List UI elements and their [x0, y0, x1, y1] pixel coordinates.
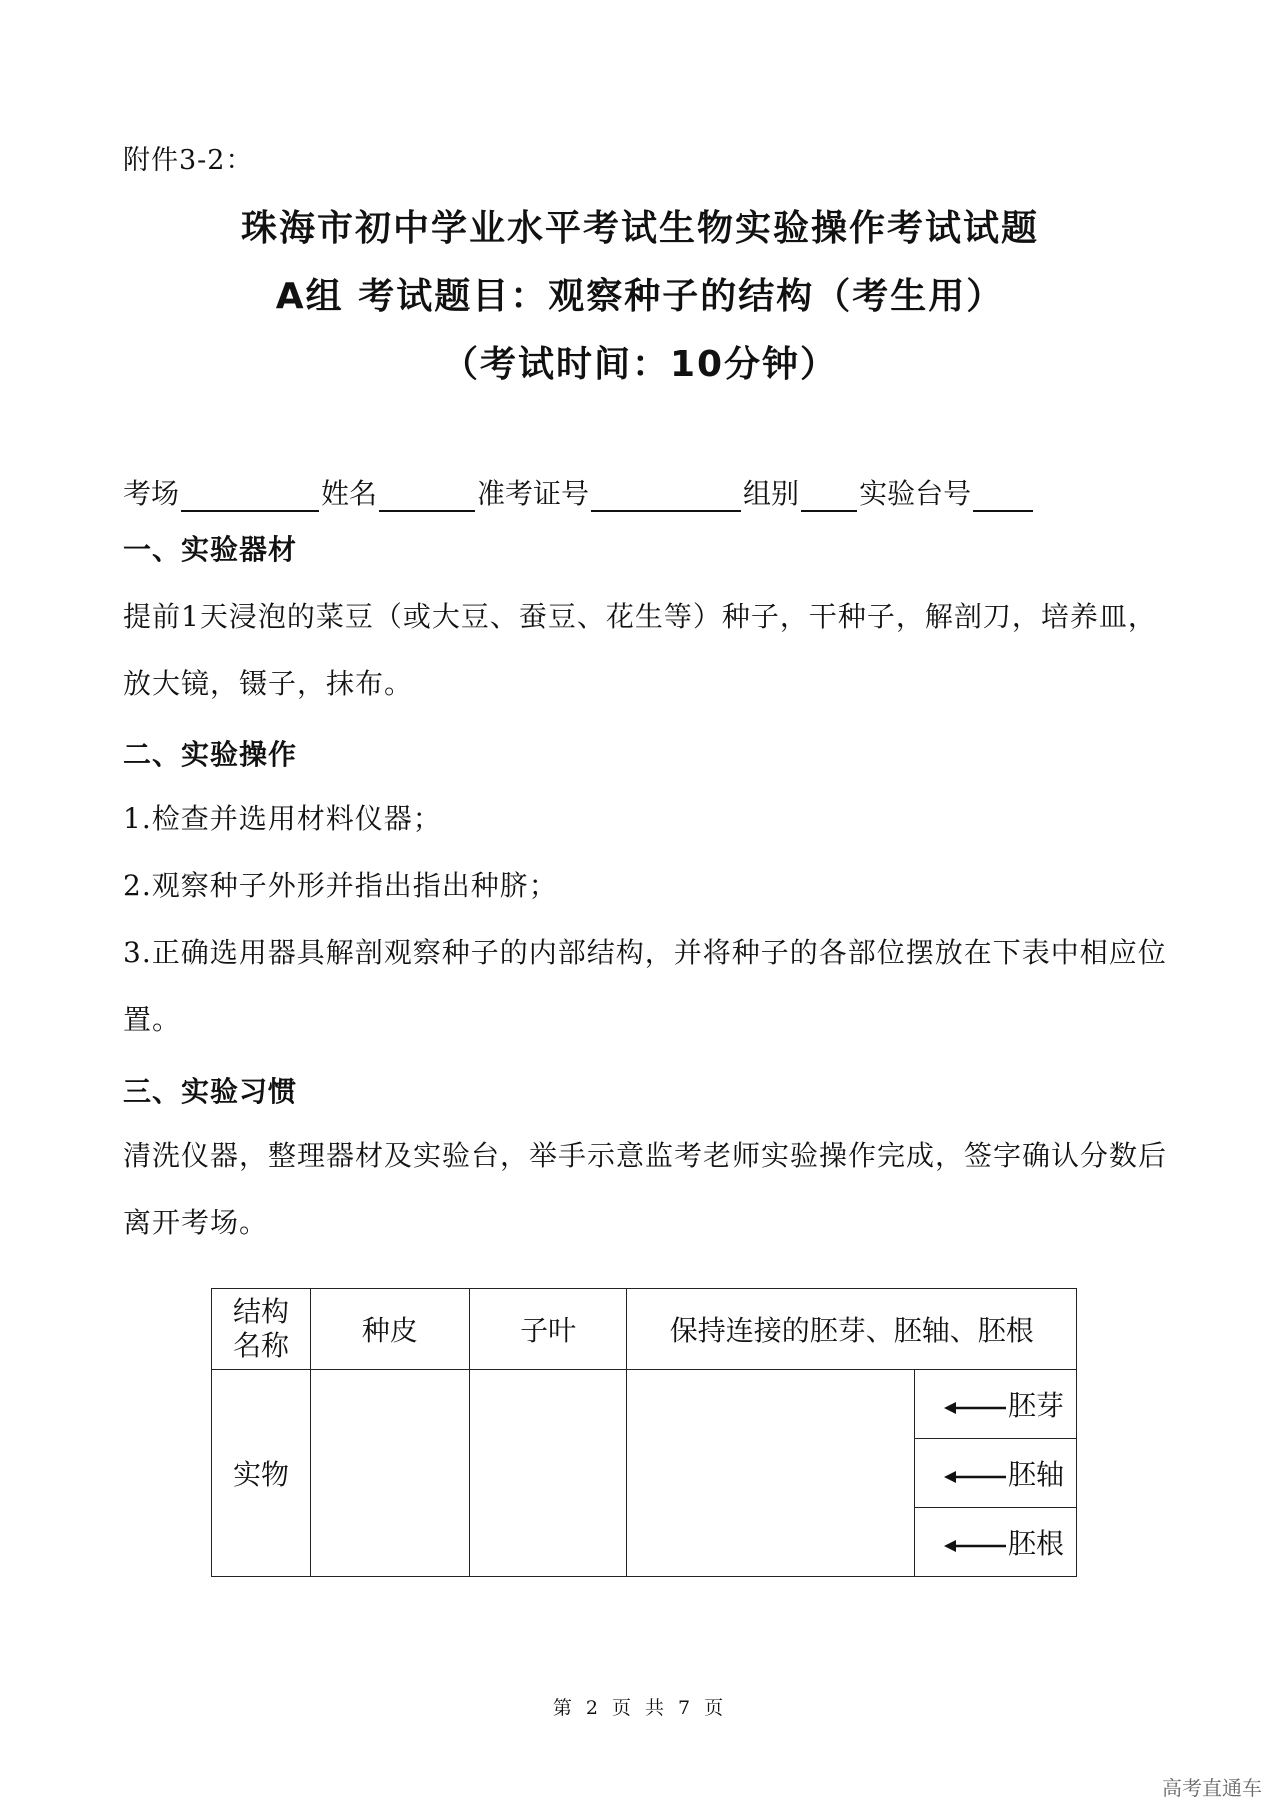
seed-structure-table — [211, 1288, 1077, 1577]
exam-duration: （考试时间：10分钟） — [441, 344, 839, 385]
header-structure-name — [212, 1289, 311, 1370]
watermark: 高考直通车 — [1162, 1776, 1262, 1800]
table-header-row — [212, 1289, 1077, 1370]
seed-coat-placement-cell[interactable] — [310, 1370, 469, 1577]
venue-label: 考场 — [123, 477, 180, 510]
table-row — [212, 1370, 1077, 1439]
embryo-placement-cell[interactable] — [627, 1370, 915, 1577]
radicle-label-cell — [915, 1508, 1077, 1577]
operation-step-2: 2.观察种子外形并指出指出种脐； — [123, 869, 558, 902]
header-embryo-parts: 保持连接的胚芽、胚轴、胚根 — [627, 1289, 1077, 1370]
plumule-label-cell — [915, 1370, 1077, 1439]
candidate-info-row — [123, 472, 1035, 512]
radicle-label: 胚根 — [1007, 1527, 1064, 1560]
cotyledon-placement-cell[interactable] — [469, 1370, 627, 1577]
left-arrow-icon — [944, 1401, 1006, 1415]
page-number: 第 2 页 共 7 页 — [552, 1697, 728, 1719]
venue-field[interactable] — [181, 480, 319, 512]
hypocotyl-label: 胚轴 — [1007, 1458, 1064, 1491]
group-field[interactable] — [801, 480, 857, 512]
plumule-label: 胚芽 — [1007, 1389, 1064, 1422]
materials-heading: 一、实验器材 — [123, 533, 298, 566]
ticket-field[interactable] — [591, 480, 741, 512]
operation-heading: 二、实验操作 — [123, 738, 298, 771]
bench-label: 实验台号 — [859, 477, 972, 510]
name-field[interactable] — [379, 480, 475, 512]
materials-text: 提前1天浸泡的菜豆（或大豆、蚕豆、花生等）种子，干种子，解剖刀，培养皿，放大镜，镊子，抹布。 — [123, 600, 1157, 700]
document-title: 珠海市初中学业水平考试生物实验操作考试试题 — [240, 208, 1039, 249]
left-arrow-icon — [944, 1470, 1006, 1484]
attachment-label: 附件3-2： — [123, 145, 254, 176]
operation-step-1: 1.检查并选用材料仪器； — [123, 802, 442, 835]
operation-step-3: 3.正确选用器具解剖观察种子的内部结构，并将种子的各部位摆放在下表中相应位置。 — [123, 936, 1167, 1036]
left-arrow-icon — [944, 1539, 1006, 1553]
header-cotyledon: 子叶 — [469, 1289, 627, 1370]
habits-text: 清洗仪器，整理器材及实验台，举手示意监考老师实验操作完成，签字确认分数后离开考场。 — [123, 1139, 1168, 1239]
header-seed-coat: 种皮 — [310, 1289, 469, 1370]
bench-field[interactable] — [973, 480, 1033, 512]
group-label: 组别 — [743, 477, 800, 510]
name-label: 姓名 — [321, 477, 378, 510]
header-name-line1: 结构 — [232, 1295, 289, 1328]
habits-heading: 三、实验习惯 — [123, 1075, 298, 1108]
header-name-line2: 名称 — [232, 1329, 289, 1362]
row-label-specimen: 实物 — [212, 1370, 311, 1577]
exam-topic: A组 考试题目：观察种子的结构（考生用） — [275, 276, 1005, 317]
hypocotyl-label-cell — [915, 1439, 1077, 1508]
ticket-label: 准考证号 — [477, 477, 590, 510]
